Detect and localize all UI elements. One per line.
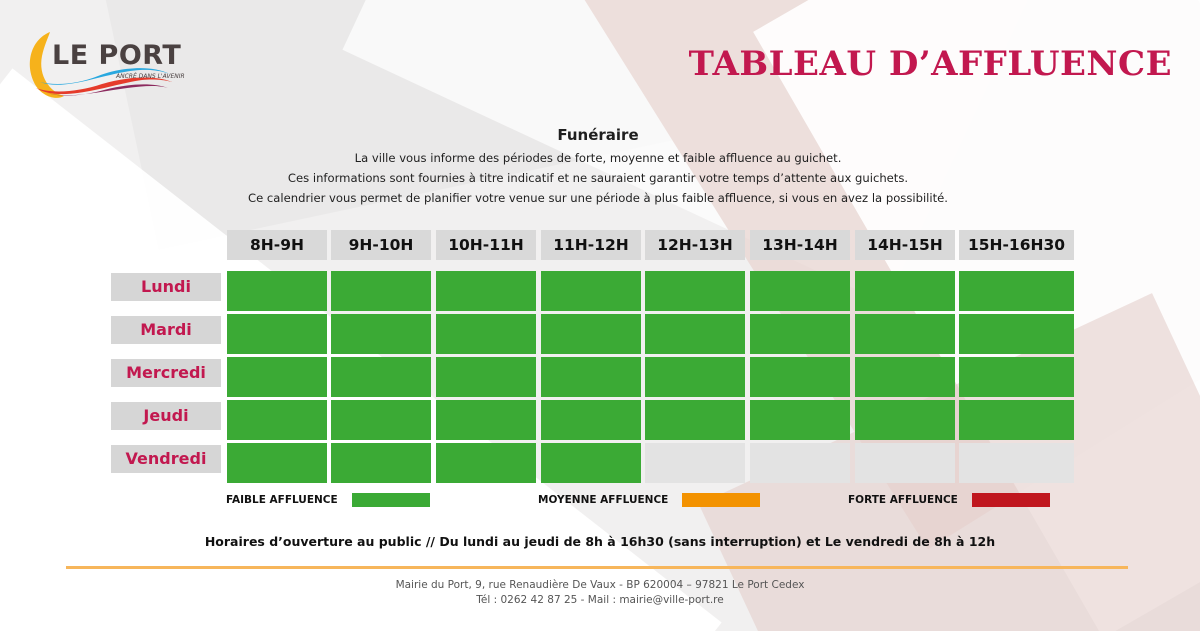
slot-cell — [855, 314, 955, 354]
slot-cell — [750, 314, 850, 354]
slot-cell — [227, 400, 327, 440]
intro-line: La ville vous informe des périodes de forte, moyenne et faible affluence au guichet. — [354, 151, 842, 165]
day-label-lundi: Lundi — [111, 273, 221, 301]
footer-address: Mairie du Port, 9, rue Renaudière De Vaux - BP 620004 – 97821 Le Port Cedex — [395, 579, 805, 591]
slot-cell — [645, 357, 745, 397]
legend-label: MOYENNE AFFLUENCE — [538, 494, 669, 506]
slot-cell — [750, 443, 850, 483]
page-title: TABLEAU D’AFFLUENCE — [688, 44, 1172, 84]
slot-cell — [959, 314, 1074, 354]
slot-cell — [959, 357, 1074, 397]
slot-cell — [959, 400, 1074, 440]
slot-cell — [645, 443, 745, 483]
logo-tagline: ANCRÉ DANS L'AVENIR — [116, 73, 185, 80]
slot-cell — [331, 400, 431, 440]
legend-faible — [226, 493, 430, 507]
slot-cell — [227, 314, 327, 354]
day-label-jeudi: Jeudi — [111, 402, 221, 430]
slot-cell — [645, 271, 745, 311]
slot-cell — [436, 314, 536, 354]
hour-header: 13H-14H — [750, 230, 850, 260]
slot-cell — [331, 443, 431, 483]
slot-cell — [959, 271, 1074, 311]
footer-divider — [66, 566, 1128, 569]
slot-cell — [541, 400, 641, 440]
legend-swatch-forte — [972, 493, 1050, 507]
slot-cell — [331, 314, 431, 354]
service-title: Funéraire — [557, 126, 639, 144]
footer — [200, 578, 1000, 608]
slot-cell — [855, 357, 955, 397]
logo-name: LE PORT — [52, 40, 182, 71]
slot-cell — [959, 443, 1074, 483]
slot-cell — [541, 314, 641, 354]
intro-line: Ces informations sont fournies à titre indicatif et ne sauraient garantir votre temps d’attente aux guichets. — [287, 171, 909, 185]
day-label-mercredi: Mercredi — [111, 359, 221, 387]
legend-label: FAIBLE AFFLUENCE — [226, 494, 338, 506]
intro — [150, 126, 1046, 208]
day-label-mardi: Mardi — [111, 316, 221, 344]
slot-cell — [645, 400, 745, 440]
slot-cell — [227, 443, 327, 483]
footer-contact: Tél : 0262 42 87 25 - Mail : mairie@ville-port.re — [476, 594, 724, 606]
hour-header: 8H-9H — [227, 230, 327, 260]
le-port-logo — [22, 26, 212, 106]
slot-cell — [227, 271, 327, 311]
legend-moyenne — [538, 493, 760, 507]
day-label-vendredi: Vendredi — [111, 445, 221, 473]
opening-hours: Horaires d’ouverture au public // Du lundi au jeudi de 8h à 16h30 (sans interruption) et Le vendredi de 8h à 12h — [204, 534, 996, 549]
slot-cell — [331, 357, 431, 397]
slot-cell — [436, 271, 536, 311]
slot-cell — [750, 357, 850, 397]
slot-cell — [436, 443, 536, 483]
hour-header: 15H-16H30 — [959, 230, 1074, 260]
slot-cell — [855, 271, 955, 311]
slot-cell — [750, 271, 850, 311]
slot-cell — [331, 271, 431, 311]
intro-line: Ce calendrier vous permet de planifier votre venue sur une période à plus faible affluence, si vous en avez la possibilité. — [248, 191, 948, 205]
hour-header: 11H-12H — [541, 230, 641, 260]
legend-swatch-moyenne — [682, 493, 760, 507]
legend-label: FORTE AFFLUENCE — [848, 494, 958, 506]
slot-cell — [227, 357, 327, 397]
slot-cell — [541, 443, 641, 483]
hour-header: 14H-15H — [855, 230, 955, 260]
legend-swatch-faible — [352, 493, 430, 507]
slot-cell — [541, 271, 641, 311]
hour-header: 9H-10H — [331, 230, 431, 260]
slot-cell — [436, 357, 536, 397]
slot-cell — [645, 314, 745, 354]
slot-cell — [855, 400, 955, 440]
hour-header: 10H-11H — [436, 230, 536, 260]
legend-forte — [848, 493, 1050, 507]
slot-cell — [436, 400, 536, 440]
slot-cell — [541, 357, 641, 397]
hour-header: 12H-13H — [645, 230, 745, 260]
slot-cell — [855, 443, 955, 483]
slot-cell — [750, 400, 850, 440]
